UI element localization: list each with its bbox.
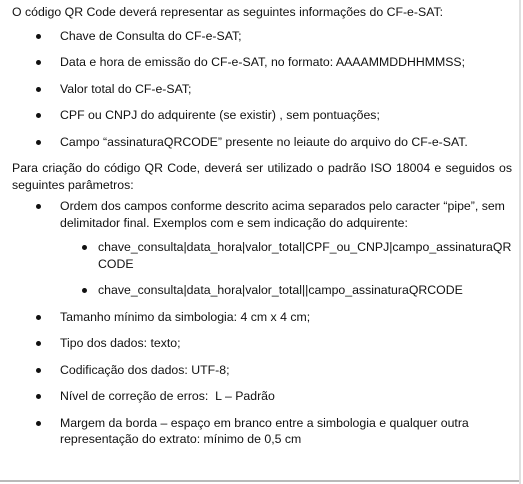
bullet-icon [36,204,41,209]
bullet-icon [36,140,41,145]
list-item-text: Valor total do CF-e-SAT; [60,81,192,96]
list-item [12,134,512,151]
bullet-icon [36,394,41,399]
params-intro-paragraph: Para criação do código QR Code, deverá ser utilizado o padrão ISO 18004 e seguidos os seguintes parâmetros: [12,161,512,192]
params-list [12,198,512,448]
list-item [12,54,512,71]
list-item [12,388,512,405]
bullet-icon [36,421,41,426]
intro-paragraph: O código QR Code deverá representar as seguintes informações do CF-e-SAT: [12,5,444,19]
bullet-icon [82,288,87,293]
bullet-icon [82,245,87,250]
list-item-text: Tipo dos dados: texto; [60,336,181,350]
list-item [12,28,512,45]
list-item-text: Chave de Consulta do CF-e-SAT; [60,28,242,43]
list-item [12,309,512,326]
list-item [12,107,512,124]
bullet-icon [36,315,41,320]
examples-list [60,239,512,299]
example-text: chave_consulta|data_hora|valor_total||campo_assinaturaQRCODE [98,283,463,297]
list-item [12,81,512,98]
list-item-text: Tamanho mínimo da simbologia: 4 cm x 4 cm; [60,309,311,324]
frame-shadow [519,0,521,484]
list-item [12,415,512,448]
example-item [60,282,512,299]
bullet-icon [36,368,41,373]
bullet-icon [36,341,41,346]
qr-fields-list [12,28,512,151]
bullet-icon [36,34,41,39]
bullet-icon [36,60,41,65]
document-body [12,4,512,458]
list-item [12,335,512,352]
list-item-text: Ordem dos campos conforme descrito acima separados pelo caracter “pipe”, sem delimitador final. Exemplos com e sem indicação do adquirente: [60,199,505,230]
list-item-text: Data e hora de emissão do CF-e-SAT, no formato: AAAAMMDDHHMMSS; [60,55,466,69]
bullet-icon [36,113,41,118]
example-item [60,239,512,272]
list-item-text: Margem da borda – espaço em branco entre a simbologia e qualquer outra representação do extrato: mínimo de 0,5 cm [60,415,469,446]
list-item-text: Campo “assinaturaQRCODE” presente no leiaute do arquivo do CF-e-SAT. [60,134,468,149]
list-item [12,362,512,379]
bullet-icon [36,87,41,92]
list-item-text: Nível de correção de erros: L – Padrão [60,389,275,403]
list-item-text: CPF ou CNPJ do adquirente (se existir) , sem pontuações; [60,108,380,122]
list-item [12,198,512,299]
list-item-text: Codificação dos dados: UTF-8; [60,362,230,377]
example-text: chave_consulta|data_hora|valor_total|CPF_ou_CNPJ|campo_assinaturaQRCODE [98,240,512,271]
